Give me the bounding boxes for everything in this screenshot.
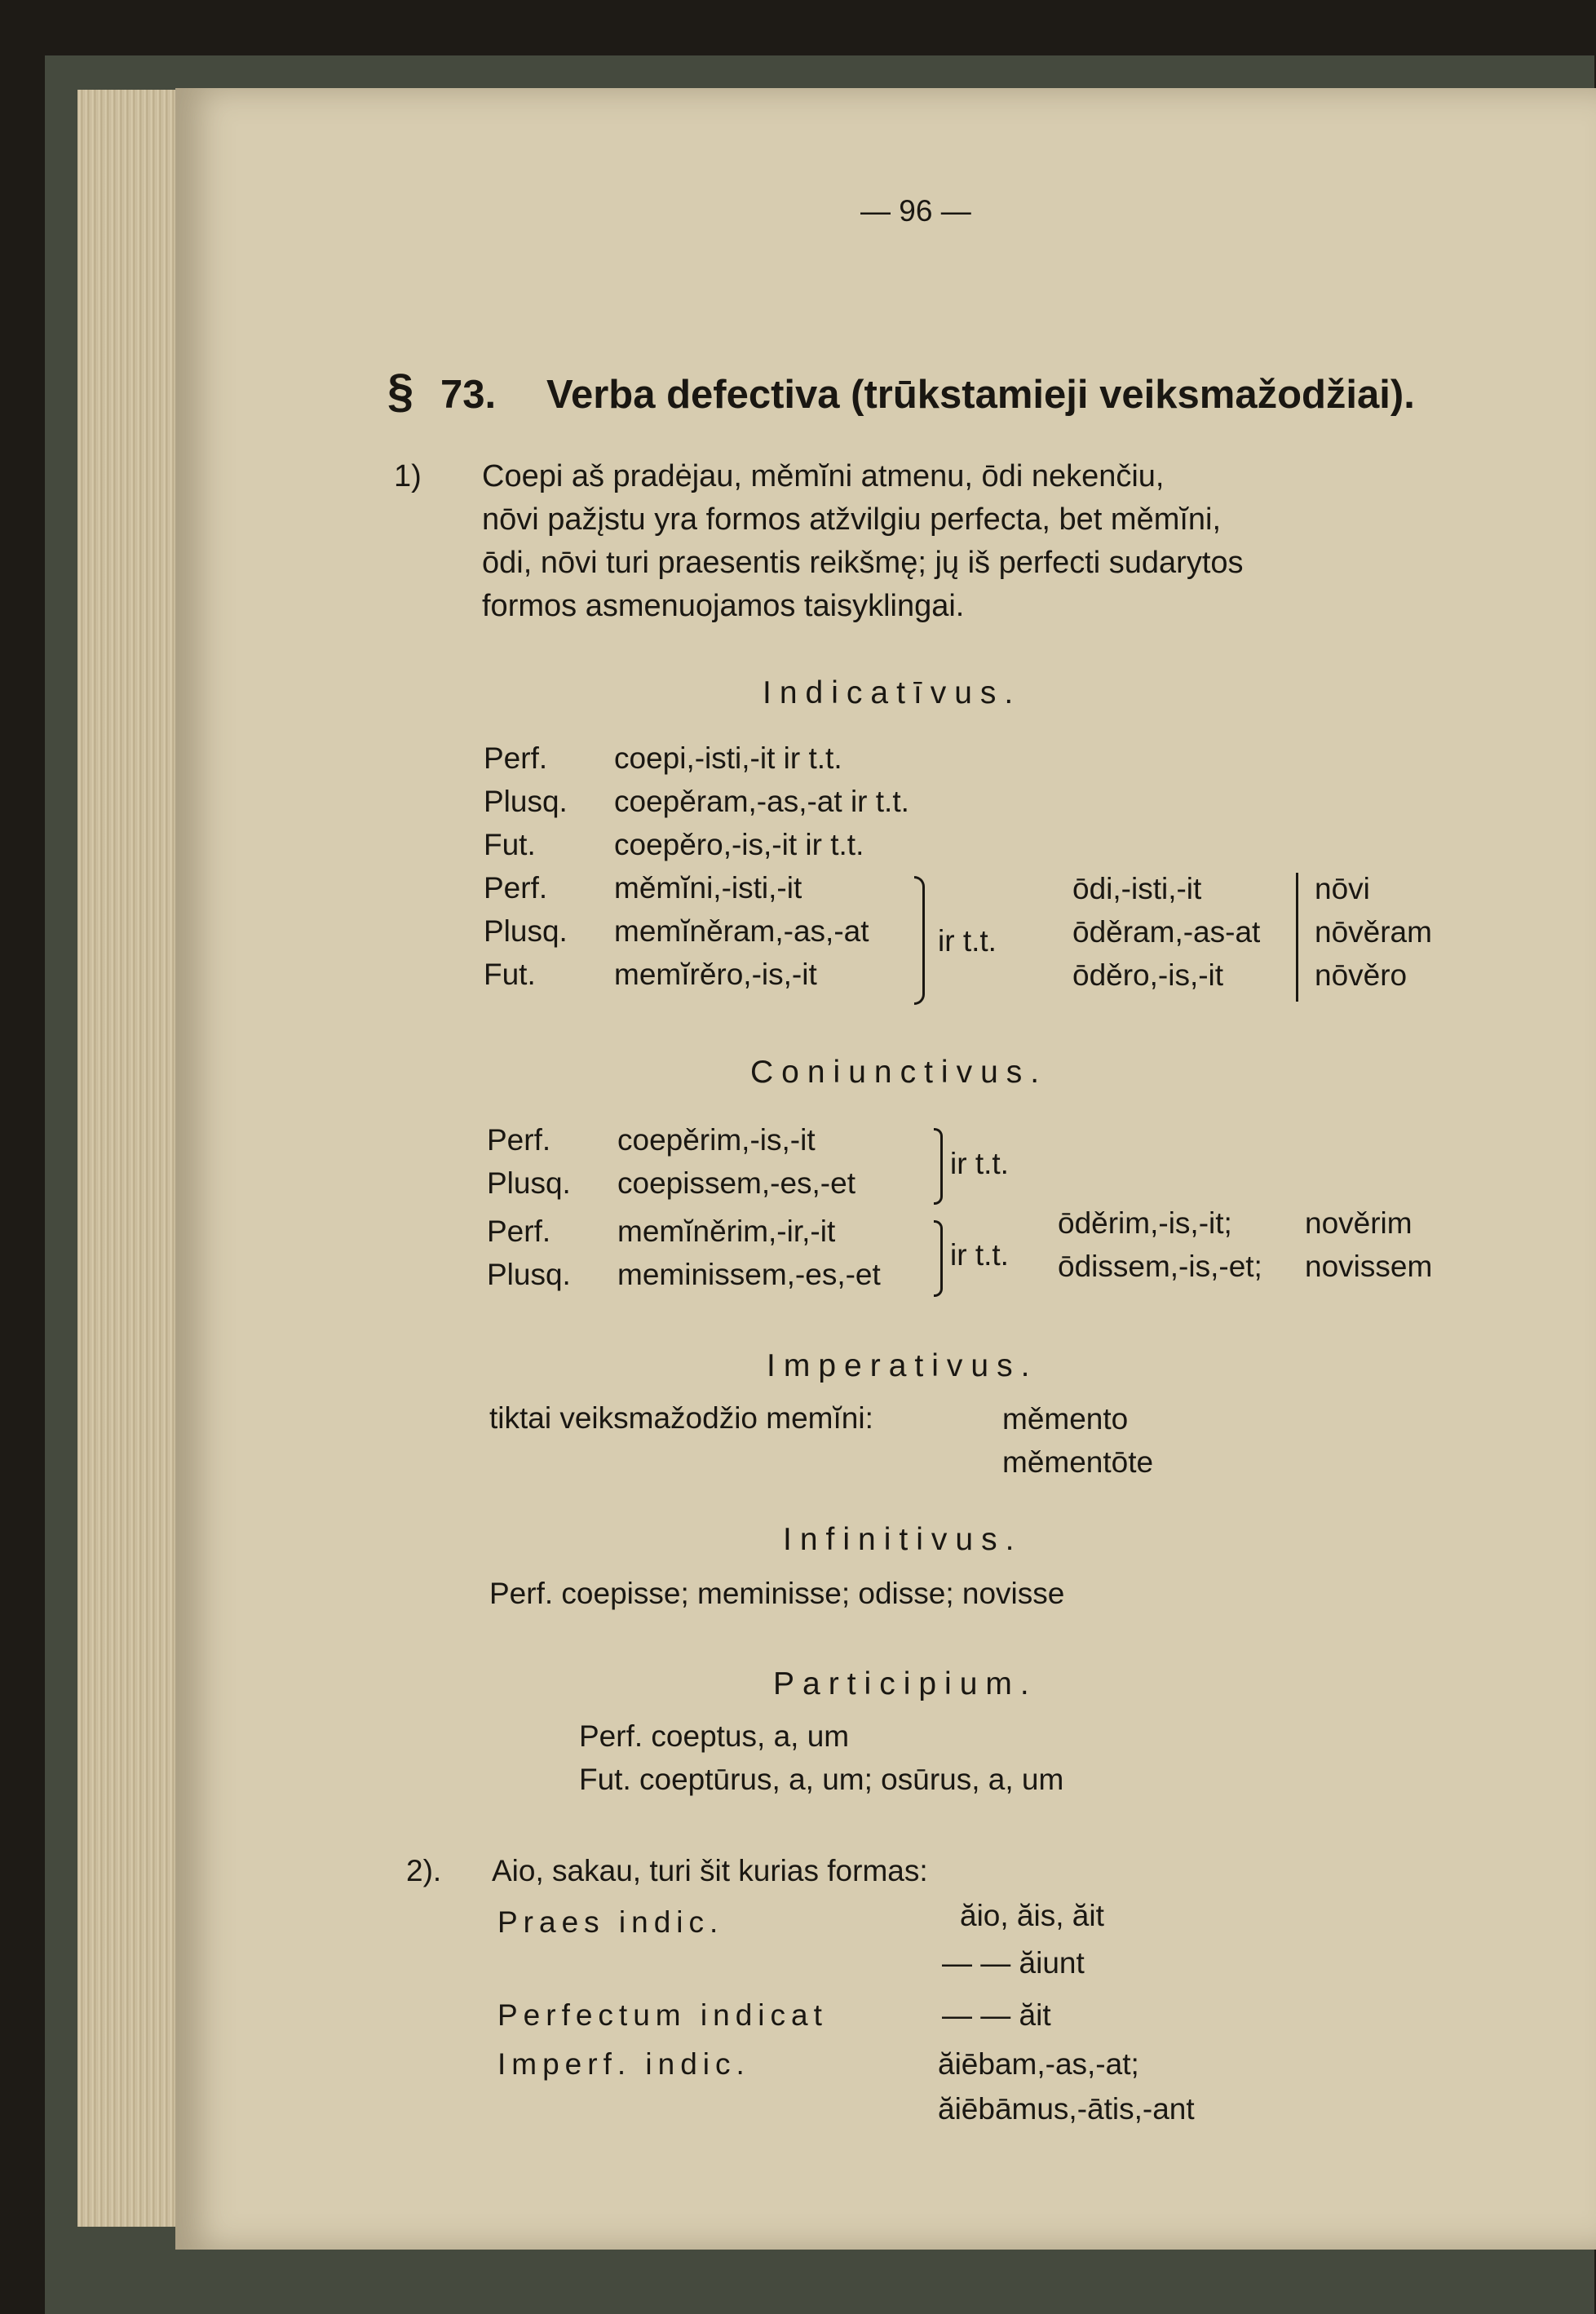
indicativus-labels: [484, 737, 568, 996]
part2-form-imperf-2: ăiēbāmus,-ātis,-ant: [938, 2092, 1195, 2126]
page-number: — 96 —: [860, 194, 971, 228]
form: novissem: [1305, 1250, 1433, 1283]
form: ōdi,-isti,-it: [1072, 872, 1202, 905]
part2-form-praes: ăio, ăis, ăit: [960, 1899, 1104, 1932]
coniunctivus-brace-label-2: ir t.t.: [950, 1238, 1009, 1272]
part1-line-4: formos asmenuojamos taisyklingai.: [482, 589, 965, 623]
part2-intro: Aio, sakau, turi šit kurias formas:: [492, 1854, 928, 1887]
form: coepi,-isti,-it ir t.t.: [614, 741, 842, 775]
coniunctivus-heading: Coniunctivus.: [750, 1055, 1048, 1090]
section-number: 73.: [440, 373, 497, 417]
form: coepissem,-es,-et: [617, 1166, 855, 1200]
participium-line-1: Perf. coeptus, a, um: [579, 1719, 850, 1753]
part1-line-1: Coepi aš pradėjau, měmĭni atmenu, ōdi nekenčiu,: [482, 459, 1165, 493]
imperativus-heading: Imperativus.: [767, 1348, 1038, 1383]
coniunctivus-forms-1: [617, 1118, 855, 1205]
form: měmentōte: [1002, 1445, 1154, 1479]
coniunctivus-brace-label-1: ir t.t.: [950, 1147, 1009, 1180]
part1-marker: 1): [394, 459, 422, 493]
infinitivus-heading: Infinitivus.: [783, 1522, 1023, 1557]
indicativus-odi-forms: [1072, 867, 1260, 997]
form: nōvěram: [1315, 915, 1432, 949]
part2-marker: 2).: [406, 1854, 442, 1887]
label: Perf.: [487, 1215, 551, 1248]
form: coepěram,-as,-at ir t.t.: [614, 785, 909, 818]
indicativus-novi-forms: [1315, 867, 1432, 997]
participium-line-2: Fut. coeptūrus, a, um; osūrus, a, um: [579, 1763, 1064, 1796]
part2-label-perfectum: Perfectum indicat: [497, 1998, 828, 2032]
column-divider: [1296, 873, 1298, 1002]
form: nōvěro: [1315, 958, 1408, 992]
coniunctivus-labels-2: [487, 1210, 571, 1296]
form: ōděrim,-is,-it;: [1058, 1206, 1232, 1240]
label: Perf.: [484, 741, 548, 775]
form: nōvi: [1315, 872, 1370, 905]
label: Fut.: [484, 828, 536, 861]
part1-line-3: ōdi, nōvi turi praesentis reikšmę; jų iš perfecti sudarytos: [482, 546, 1244, 580]
coniunctivus-brace-2: [934, 1220, 943, 1297]
label: Plusq.: [487, 1166, 571, 1200]
part2-form-praes-2: — — ăiunt: [942, 1946, 1085, 1980]
form: memĭrěro,-is,-it: [614, 958, 817, 991]
label: Plusq.: [484, 914, 568, 948]
imperativus-text: tiktai veiksmažodžio memĭni:: [489, 1401, 873, 1435]
part2-form-imperf: ăiēbam,-as,-at;: [938, 2047, 1139, 2081]
part1-line-2: nōvi pažįstu yra formos atžvilgiu perfecta, bet měmĭni,: [482, 502, 1222, 537]
coniunctivus-brace-1: [934, 1128, 943, 1205]
form: coepěrim,-is,-it: [617, 1123, 816, 1157]
form: coepěro,-is,-it ir t.t.: [614, 828, 864, 861]
label: Perf.: [484, 871, 548, 905]
section-title: Verba defectiva (trūkstamieji veiksmažodžiai).: [546, 373, 1415, 417]
form: meminissem,-es,-et: [617, 1258, 881, 1291]
form: ōděro,-is,-it: [1072, 958, 1224, 992]
coniunctivus-forms-2: [617, 1210, 881, 1296]
form: měmento: [1002, 1402, 1129, 1436]
coniunctivus-novi: [1305, 1201, 1432, 1288]
indicativus-brace: [914, 876, 925, 1005]
form: memĭněram,-as,-at: [614, 914, 869, 948]
label: Plusq.: [487, 1258, 571, 1291]
coniunctivus-odi: [1058, 1201, 1262, 1288]
part2-form-perfectum: — — ăit: [942, 1998, 1051, 2032]
label: Fut.: [484, 958, 536, 991]
participium-heading: Participium.: [773, 1666, 1037, 1701]
indicativus-heading: Indicatīvus.: [763, 675, 1022, 710]
coniunctivus-labels-1: [487, 1118, 571, 1205]
label: Perf.: [487, 1123, 551, 1157]
page-edges: [77, 90, 192, 2227]
indicativus-forms: [614, 737, 909, 996]
form: nověrim: [1305, 1206, 1413, 1240]
label: Plusq.: [484, 785, 568, 818]
form: ōděram,-as-at: [1072, 915, 1261, 949]
infinitivus-text: Perf. coepisse; meminisse; odisse; novisse: [489, 1577, 1065, 1610]
part2-label-praes: Praes indic.: [497, 1905, 724, 1939]
book-page: [175, 88, 1596, 2250]
part2-label-imperf: Imperf. indic.: [497, 2047, 750, 2081]
form: měmĭni,-isti,-it: [614, 871, 802, 905]
indicativus-brace-label: ir t.t.: [938, 924, 997, 958]
form: ōdissem,-is,-et;: [1058, 1250, 1262, 1283]
form: memĭněrim,-ir,-it: [617, 1215, 836, 1248]
imperativus-forms: [1002, 1397, 1153, 1484]
section-symbol: §: [387, 365, 414, 418]
